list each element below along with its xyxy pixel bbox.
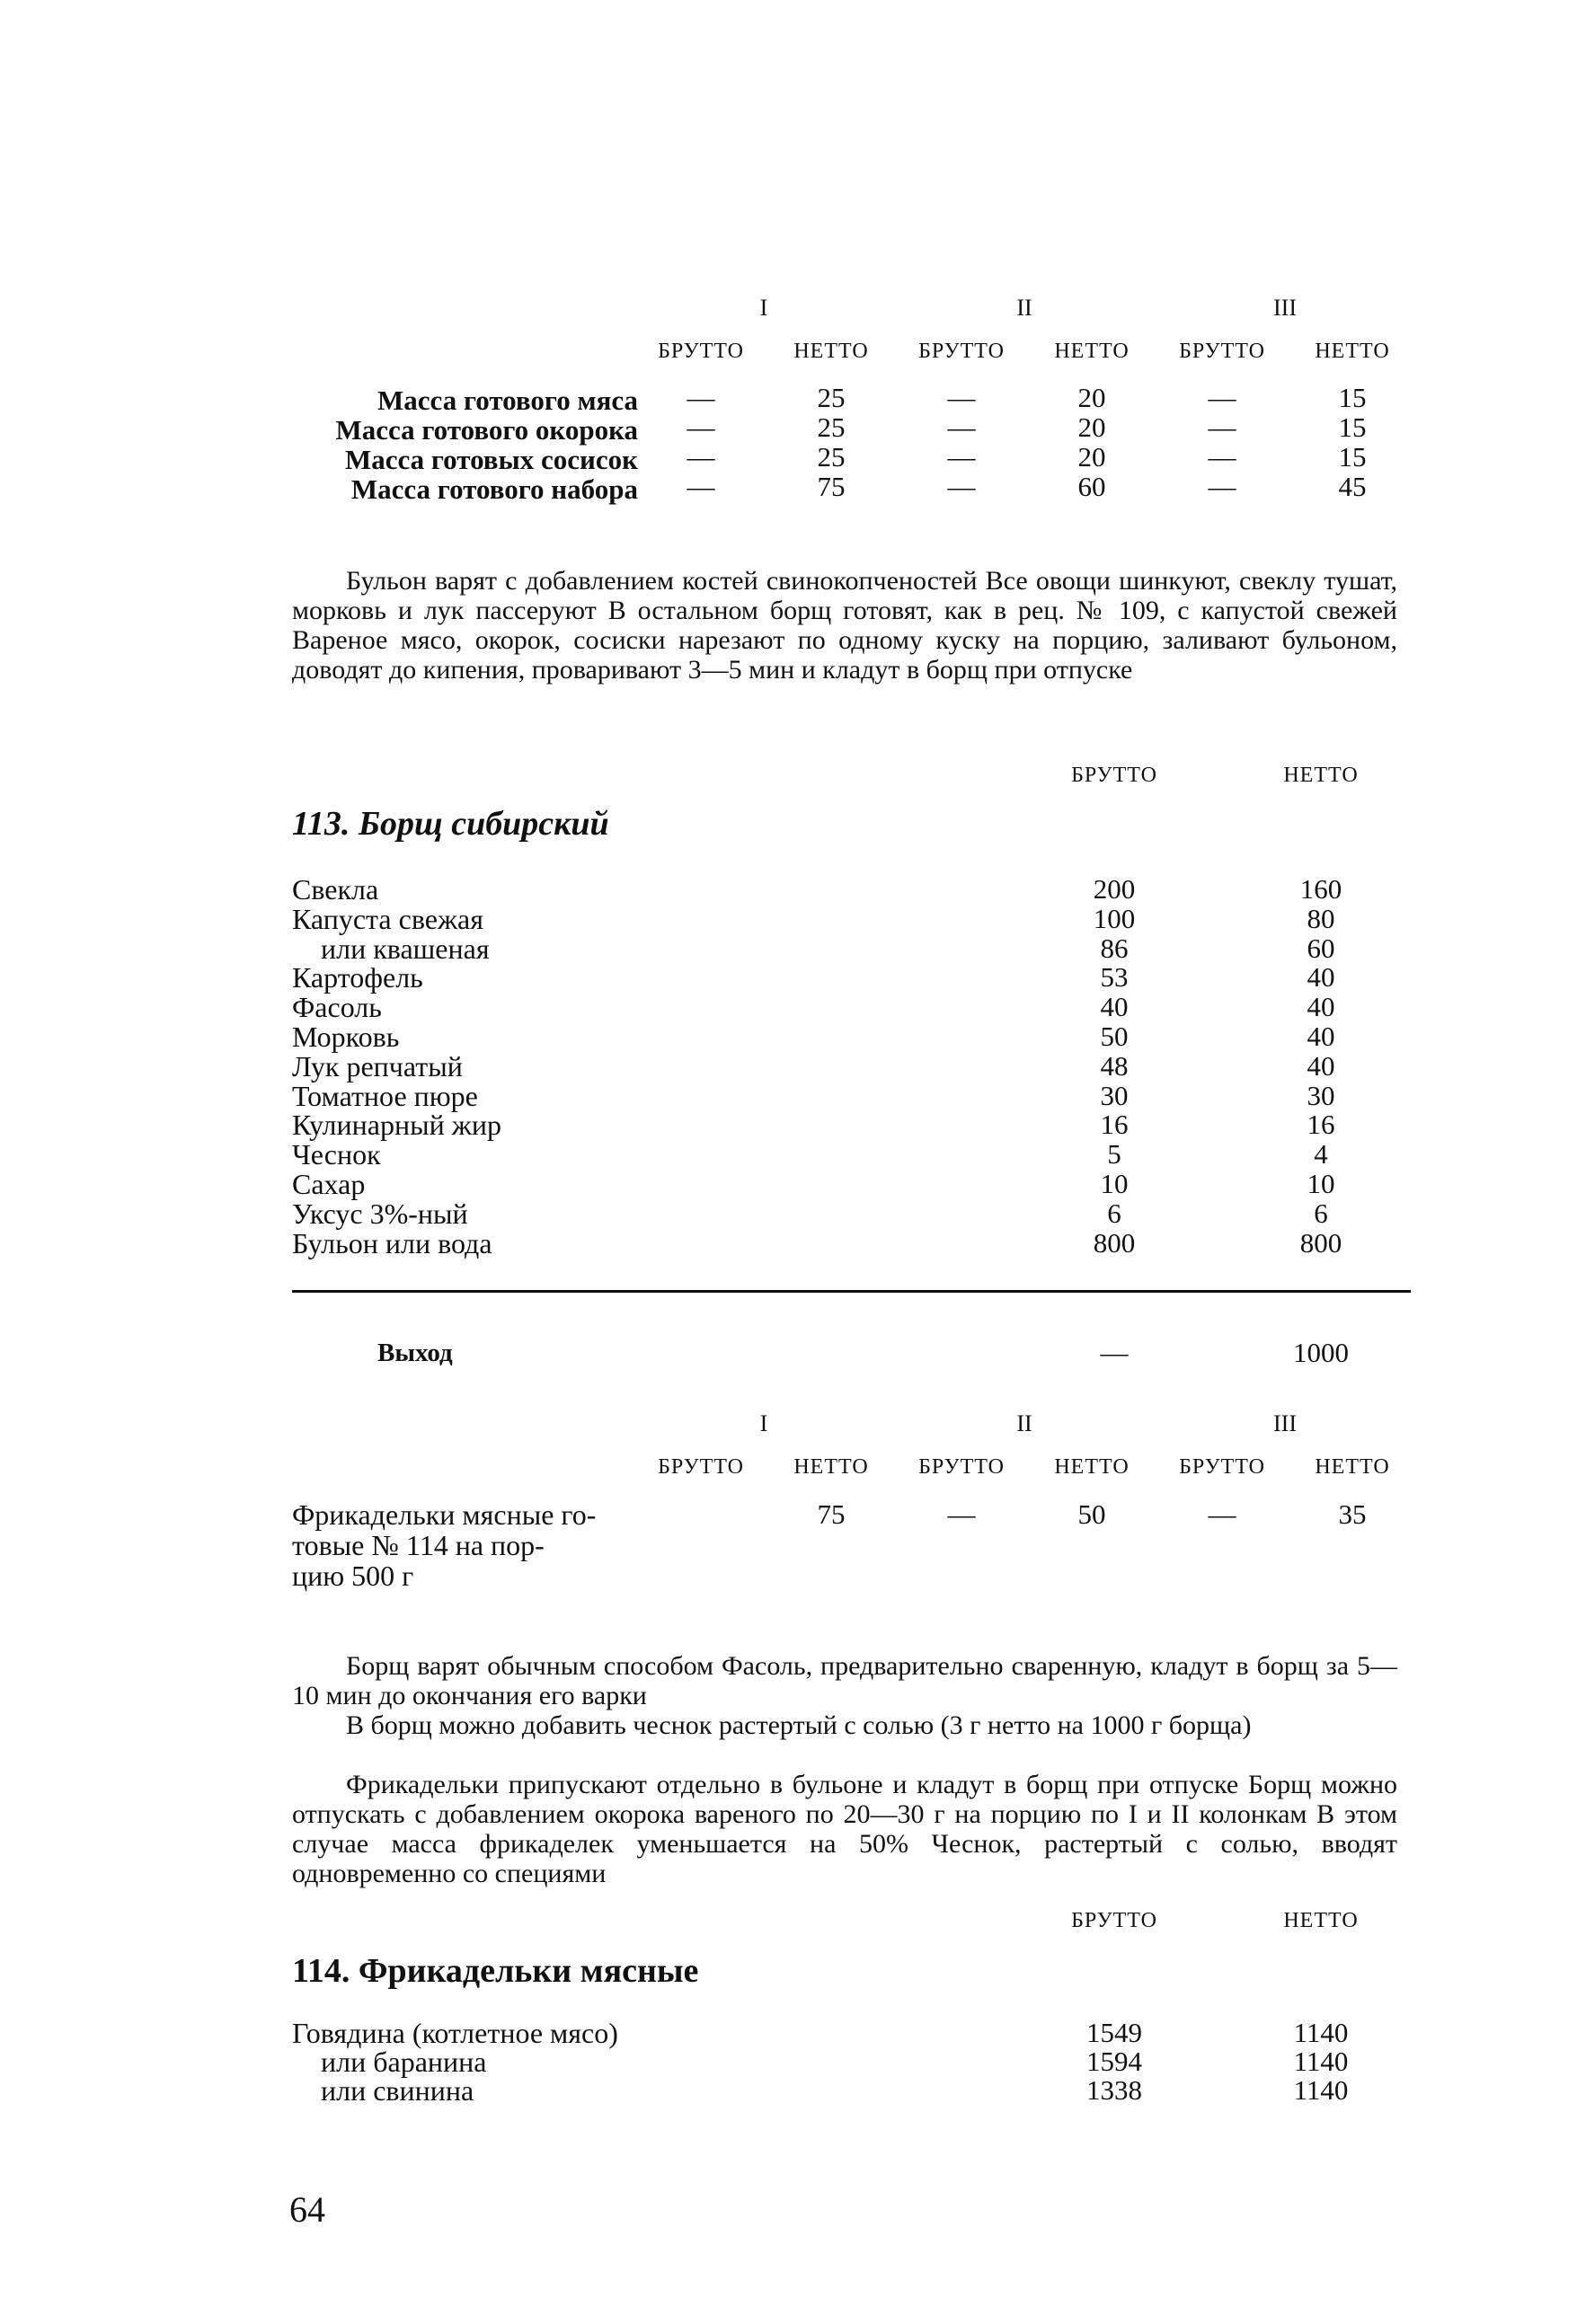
ingredient-brutto: 6 bbox=[1107, 1197, 1121, 1229]
ingredient-brutto: 1549 bbox=[1086, 2017, 1142, 2048]
column-header-brutto: БРУТТО bbox=[658, 1455, 744, 1479]
instructions-paragraph: Фрикадельки припускают отдельно в бульоне и кладут в борщ при отпуске Борщ можно отпускать с добавлением окорока вареного по 20—30 г на порцию по I и II колонкам В этом случае масса фрикаделек уменьшается на 50% Чеснок, растертый с солью, вводят одновременно со специями bbox=[292, 1770, 1397, 1888]
table-cell: — bbox=[687, 382, 715, 413]
table-cell: 25 bbox=[817, 411, 846, 443]
table-row-label: цию 500 г bbox=[292, 1560, 414, 1592]
ingredient-netto: 80 bbox=[1307, 902, 1335, 934]
ingredient-brutto: 100 bbox=[1093, 902, 1136, 934]
ingredient-brutto: 1338 bbox=[1086, 2074, 1142, 2106]
recipe-title: 113. Борщ сибирский bbox=[292, 805, 609, 843]
ingredient-netto: 1140 bbox=[1293, 2017, 1349, 2048]
ingredient-netto: 10 bbox=[1307, 1168, 1335, 1199]
output-brutto: — bbox=[1100, 1337, 1129, 1368]
table-cell: 75 bbox=[817, 471, 846, 502]
table-cell: 15 bbox=[1338, 382, 1367, 413]
column-header-netto: НЕТТО bbox=[1315, 1455, 1390, 1479]
column-header-netto: НЕТТО bbox=[1283, 1909, 1359, 1932]
instructions-paragraph: Бульон варят с добавлением костей свинокопченостей Все овощи шинкуют, свеклу тушат, морковь и лук пассеруют В остальном борщ готовят, как в рец. № 109, с капустой свежей Вареное мясо, окорок, сосиски нарезают по одному куску на порцию, заливают бульоном, доводят до кипения, проваривают 3—5 мин и кладут в борщ при отпуске bbox=[292, 566, 1397, 685]
column-roman-3: III bbox=[1273, 1410, 1297, 1436]
table-row-label: Масса готового мяса bbox=[377, 384, 638, 416]
column-header-brutto: БРУТТО bbox=[1071, 764, 1157, 787]
table-cell: — bbox=[947, 471, 976, 502]
table-cell: 20 bbox=[1077, 441, 1106, 473]
table-cell: — bbox=[1208, 441, 1236, 473]
page-number: 64 bbox=[289, 2189, 325, 2230]
column-header-netto: НЕТТО bbox=[1054, 1455, 1130, 1479]
table-row-label: товые № 114 на пор- bbox=[292, 1529, 545, 1561]
divider bbox=[292, 1290, 1411, 1293]
ingredient-name: Чеснок bbox=[292, 1138, 381, 1171]
ingredient-brutto: 48 bbox=[1100, 1049, 1129, 1082]
column-header-brutto: БРУТТО bbox=[918, 1455, 1005, 1479]
table-cell: — bbox=[947, 1498, 976, 1530]
ingredient-netto: 16 bbox=[1307, 1109, 1335, 1141]
table-cell: — bbox=[947, 382, 976, 413]
ingredient-brutto: 5 bbox=[1107, 1138, 1121, 1171]
table-cell: — bbox=[687, 441, 715, 473]
table-cell: 75 bbox=[817, 1498, 846, 1530]
column-roman-1: I bbox=[759, 295, 768, 321]
ingredient-netto: 1140 bbox=[1293, 2046, 1349, 2077]
ingredient-name: или свинина bbox=[321, 2074, 474, 2107]
instructions-paragraph: В борщ можно добавить чеснок растертый с солью (3 г нетто на 1000 г борща) bbox=[346, 1710, 1252, 1740]
column-header-netto: НЕТТО bbox=[1315, 340, 1390, 363]
ingredient-brutto: 50 bbox=[1100, 1021, 1129, 1052]
ingredient-name: Фасоль bbox=[292, 991, 382, 1024]
column-roman-3: III bbox=[1273, 295, 1297, 321]
recipe-title: 114. Фрикадельки мясные bbox=[292, 1952, 699, 1990]
table-row-label: Масса готового набора bbox=[350, 473, 638, 505]
column-header-netto: НЕТТО bbox=[793, 340, 869, 363]
table-cell: 15 bbox=[1338, 411, 1367, 443]
ingredient-netto: 6 bbox=[1314, 1197, 1328, 1229]
ingredient-netto: 1140 bbox=[1293, 2074, 1349, 2106]
ingredient-netto: 30 bbox=[1307, 1079, 1335, 1111]
ingredient-name: Говядина (котлетное мясо) bbox=[292, 2017, 618, 2049]
table-cell: — bbox=[1208, 1498, 1236, 1530]
table-cell: 60 bbox=[1077, 471, 1106, 502]
table-cell: 15 bbox=[1338, 441, 1367, 473]
ingredient-name: или баранина bbox=[321, 2046, 487, 2078]
table-cell: 35 bbox=[1338, 1498, 1367, 1530]
table-cell: — bbox=[947, 441, 976, 473]
table-cell: — bbox=[947, 411, 976, 443]
column-header-netto: НЕТТО bbox=[1283, 764, 1359, 787]
column-roman-2: II bbox=[1016, 1410, 1032, 1436]
ingredient-netto: 160 bbox=[1299, 873, 1342, 905]
ingredient-brutto: 53 bbox=[1100, 961, 1129, 994]
ingredient-brutto: 30 bbox=[1100, 1079, 1129, 1111]
column-header-brutto: БРУТТО bbox=[1179, 340, 1265, 363]
ingredient-netto: 40 bbox=[1307, 961, 1335, 994]
output-netto: 1000 bbox=[1293, 1337, 1349, 1368]
column-header-brutto: БРУТТО bbox=[918, 340, 1005, 363]
ingredient-name: Сахар bbox=[292, 1168, 366, 1200]
table-cell: 45 bbox=[1338, 471, 1367, 502]
table-row-label: Масса готовых сосисок bbox=[344, 444, 638, 475]
table-cell: — bbox=[1208, 471, 1236, 502]
ingredient-netto: 800 bbox=[1299, 1226, 1342, 1259]
ingredient-brutto: 200 bbox=[1093, 873, 1136, 905]
ingredient-brutto: 16 bbox=[1100, 1109, 1129, 1141]
ingredient-name: Морковь bbox=[292, 1021, 400, 1053]
table-cell: 20 bbox=[1077, 382, 1106, 413]
ingredient-brutto: 10 bbox=[1100, 1168, 1129, 1199]
instructions-paragraph: Борщ варят обычным способом Фасоль, предварительно сваренную, кладут в борщ за 5—10 мин до окончания его варки bbox=[292, 1651, 1397, 1710]
ingredient-netto: 60 bbox=[1307, 932, 1335, 964]
ingredient-netto: 40 bbox=[1307, 991, 1335, 1023]
ingredient-brutto: 86 bbox=[1100, 932, 1129, 964]
table-cell: 25 bbox=[817, 382, 846, 413]
table-row-label: Фрикадельки мясные го- bbox=[292, 1498, 597, 1531]
ingredient-name: Бульон или вода bbox=[292, 1226, 492, 1259]
ingredient-brutto: 800 bbox=[1093, 1226, 1136, 1259]
ingredient-netto: 40 bbox=[1307, 1021, 1335, 1052]
table-cell: — bbox=[1208, 411, 1236, 443]
output-label: Выход bbox=[377, 1339, 453, 1367]
column-header-brutto: БРУТТО bbox=[658, 340, 744, 363]
ingredient-name: Свекла bbox=[292, 873, 379, 906]
table-cell: 20 bbox=[1077, 411, 1106, 443]
ingredient-netto: 40 bbox=[1307, 1049, 1335, 1082]
ingredient-brutto: 1594 bbox=[1086, 2046, 1142, 2077]
column-roman-2: II bbox=[1016, 295, 1032, 321]
ingredient-name: Томатное пюре bbox=[292, 1079, 478, 1112]
table-cell: 50 bbox=[1077, 1498, 1106, 1530]
ingredient-name: или квашеная bbox=[321, 932, 490, 965]
column-header-netto: НЕТТО bbox=[1054, 340, 1130, 363]
ingredient-name: Картофель bbox=[292, 961, 423, 994]
ingredient-brutto: 40 bbox=[1100, 991, 1129, 1023]
ingredient-name: Кулинарный жир bbox=[292, 1109, 501, 1142]
table-cell: 25 bbox=[817, 441, 846, 473]
table-row-label: Масса готового окорока bbox=[335, 414, 638, 446]
table-cell: — bbox=[687, 411, 715, 443]
column-header-netto: НЕТТО bbox=[793, 1455, 869, 1479]
column-header-brutto: БРУТТО bbox=[1071, 1909, 1157, 1932]
column-roman-1: I bbox=[759, 1410, 768, 1436]
ingredient-name: Уксус 3%-ный bbox=[292, 1197, 468, 1230]
table-cell: — bbox=[687, 471, 715, 502]
table-cell: — bbox=[1208, 382, 1236, 413]
ingredient-name: Лук репчатый bbox=[292, 1049, 463, 1082]
column-header-brutto: БРУТТО bbox=[1179, 1455, 1265, 1479]
ingredient-name: Капуста свежая bbox=[292, 902, 483, 935]
ingredient-netto: 4 bbox=[1314, 1138, 1328, 1171]
